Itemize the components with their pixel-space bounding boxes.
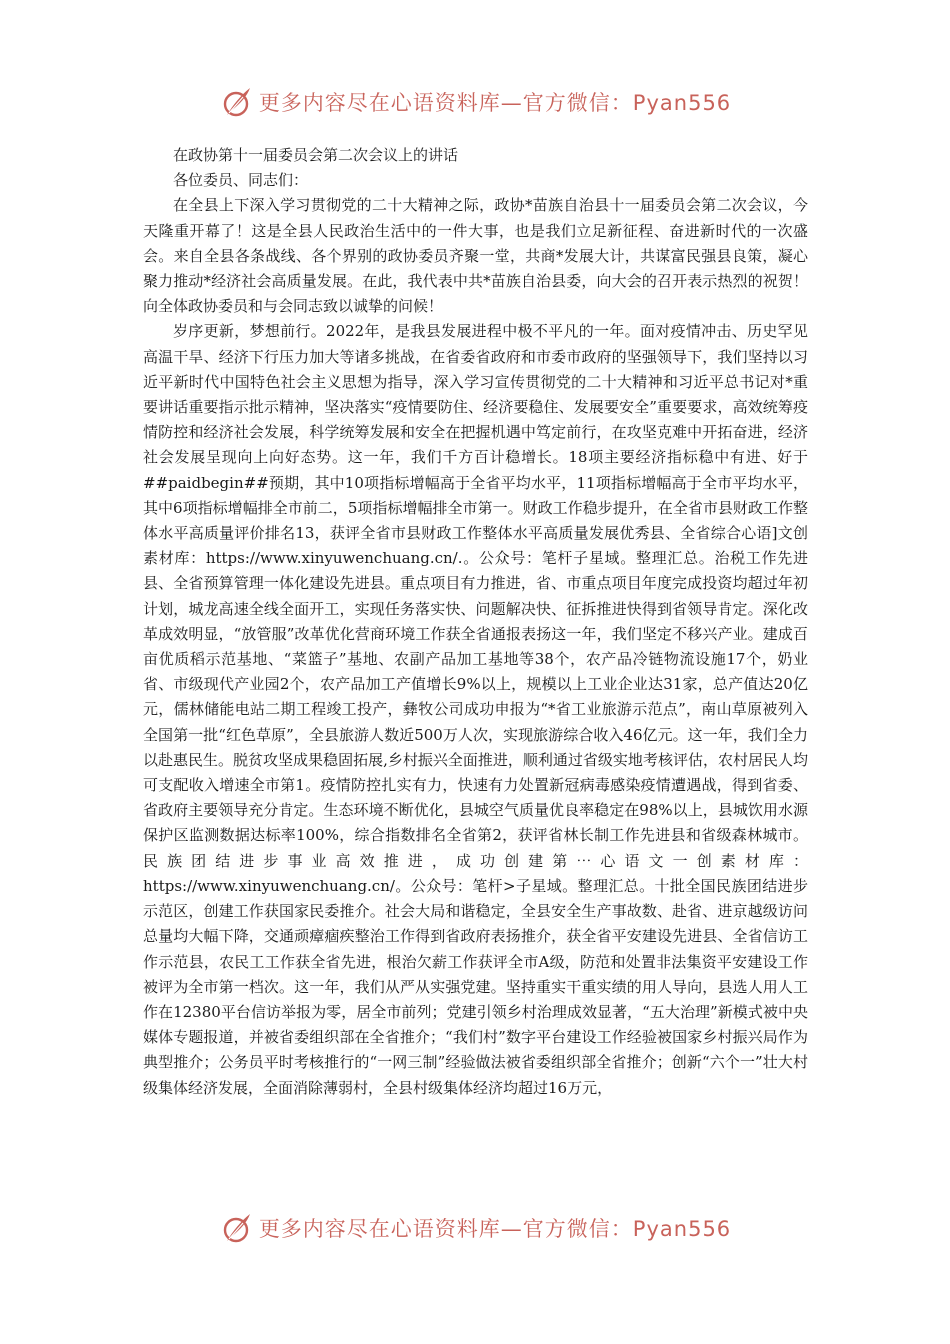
watermark-text: 更多内容尽在心语资料库—官方微信：Pyan556 xyxy=(258,1217,732,1241)
watermark-text: 更多内容尽在心语资料库—官方微信：Pyan556 xyxy=(258,91,732,115)
feather-pen-circle-icon xyxy=(219,85,253,119)
salutation: 各位委员、同志们： xyxy=(173,171,309,190)
footer-watermark-banner xyxy=(0,1206,950,1250)
feather-pen-circle-icon xyxy=(219,1211,253,1245)
document-body xyxy=(143,143,808,1101)
header-watermark-banner xyxy=(0,80,950,124)
paragraph-review: 岁序更新，梦想前行。2022年，是我县发展进程中极不平凡的一年。面对疫情冲击、历史罕见高温干旱、经济下行压力加大等诸多挑战，在省委省政府和市委市政府的坚强领导下，我们坚持以习近平新时代中国特色社会主义思想为指导，深入学习宣传贯彻党的二十大精神和习近平总书记对*重要讲话重要指示批示精神，坚决落实“疫情要防住、经济要稳住、发展要安全”重要要求，高效统筹疫情防控和经济社会发展，科学统筹发展和安全在把握机遇中笃定前行，在攻坚克难中开拓奋进，经济社会发展呈现向上向好态势。这一年，我们千方百计稳增长。18项主要经济指标稳中有进、好于##paidbegin##预期，其中10项指标增幅高于全省平均水平，11项指标增幅高于全市平均水平，其中6项指标增幅排全市前二，5项指标增幅排全市第一。财政工作稳步提升，在全省市县财政工作整体水平高质量评价排名13，获评全省市县财政工作整体水平高质量发展优秀县、全省综合心语]文创素材库：https://www.xinyuwenchuang.cn/.。公众号：笔杆子星域。整理汇总。治税工作先进县、全省预算管理一体化建设先进县。重点项目有力推进，省、市重点项目年度完成投资均超过年初计划，城龙高速全线全面开工，实现任务落实快、问题解决快、征拆推进快得到省领导肯定。深化改革成效明显，“放管服”改革优化营商环境工作获全省通报表扬这一年，我们坚定不移兴产业。建成百亩优质稻示范基地、“菜篮子”基地、农副产品加工基地等38个，农产品冷链物流设施17个，奶业省、市级现代产业园2个，农产品加工产值增长9%以上，规模以上工业企业达31家，总产值达20亿元，儒林储能电站二期工程竣工投产，彝牧公司成功申报为“*省工业旅游示范点”，南山草原被列入全国第一批“红色草原”，全县旅游人数近500万人次，实现旅游综合收入46亿元。这一年，我们全力以赴惠民生。脱贫攻坚成果稳固拓展,乡村振兴全面推进，顺利通过省级实地考核评估，农村居民人均可支配收入增速全市第1。疫情防控扎实有力，快速有力处置新冠病毒感染疫情遭遇战，得到省委、省政府主要领导充分肯定。生态环境不断优化，县城空气质量优良率稳定在98%以上，县城饮用水源保护区监测数据达标率100%，综合指数排名全省第2，获评省林长制工作先进县和省级森林城市。民族团结进步事业高效推进，成功创建第⋯心语文一创素材库：https://www.xinyuwenchuang.cn/。公众号：笔杆>子星域。整理汇总。十批全国民族团结进步示范区，创建工作获国家民委推介。社会大局和谐稳定，全县安全生产事故数、赴省、进京越级访问总量均大幅下降，交通顽瘴痼疾整治工作得到省政府表扬推介，获全省平安建设先进县、全省信访工作示范县，农民工工作获全省先进，根治欠薪工作获评全市A级，防范和处置非法集资平安建设工作被评为全市第一档次。这一年，我们从严从实强党建。坚持重实干重实绩的用人导向，县选人用人工作在12380平台信访举报为零，居全市前列；党建引领乡村治理成效显著，“五大治理”新模式被中央媒体专题报道，并被省委组织部在全省推介；“我们村”数字平台建设工作经验被国家乡村振兴局作为典型推介；公务员平时考核推行的“一网三制”经验做法被省委组织部全省推介；创新“六个一”壮大村级集体经济发展，全面消除薄弱村，全县村级集体经济均超过16万元， xyxy=(143,322,808,1097)
document-title: 在政协第十一届委员会第二次会议上的讲话 xyxy=(173,146,459,164)
paragraph-opening: 在全县上下深入学习贯彻党的二十大精神之际，政协*苗族自治县十一届委员会第二次会议，今天隆重开幕了！这是全县人民政治生活中的一件大事，也是我们立足新征程、奋进新时代的一次盛会。来自全县各条战线、各个界别的政协委员齐聚一堂，共商*发展大计，共谋富民强县良策，凝心聚力推动*经济社会高质量发展。在此，我代表中共*苗族自治县委，向大会的召开表示热烈的祝贺！向全体政协委员和与会同志致以诚挚的问候！ xyxy=(143,196,808,316)
